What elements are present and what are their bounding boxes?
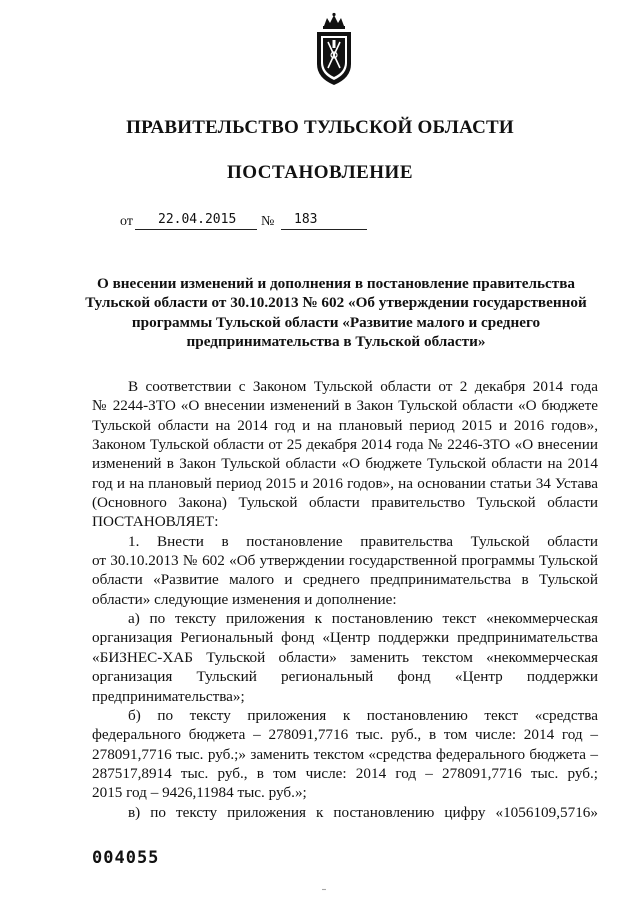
scan-mark bbox=[322, 888, 326, 891]
body-line: № 2244-ЗТО «О внесении изменений в Закон Тульской области «О бюджете bbox=[92, 397, 598, 415]
body-line: (Основного Закона) Тульской области правительство Тульской области bbox=[92, 494, 598, 512]
body-line: от 30.10.2013 № 602 «Об утверждении государственной программы Тульской bbox=[92, 552, 598, 570]
document-number: 183 bbox=[294, 212, 318, 227]
body-line: области «Развитие малого и среднего предпринимательства в Тульской bbox=[92, 571, 598, 589]
body-line: 278091,7716 тыс. руб.;» заменить текстом «средства федерального бюджета – bbox=[92, 745, 598, 763]
body-line: Законом Тульской области от 25 декабря 2014 года № 2246-ЗТО «О внесении bbox=[92, 436, 598, 454]
body-line: Тульской области на 2014 год и на плановый период 2015 и 2016 годов», bbox=[92, 416, 598, 434]
document-date: 22.04.2015 bbox=[158, 212, 237, 227]
date-underline bbox=[135, 229, 257, 230]
body-line: организация Тульский региональный фонд «Центр поддержки bbox=[92, 668, 598, 686]
subject-line: Тульской области от 30.10.2013 № 602 «Об утверждении государственной bbox=[85, 294, 587, 312]
number-underline bbox=[281, 229, 367, 230]
body-line: год и на плановый период 2015 и 2016 годов», на основании статьи 34 Устава bbox=[92, 474, 598, 492]
body-line: 1. Внести в постановление правительства Тульской области bbox=[128, 532, 598, 550]
body-line: 287517,8914 тыс. руб., в том числе: 2014 год – 278091,7716 тыс. руб.; bbox=[92, 764, 598, 782]
government-title: ПРАВИТЕЛЬСТВО ТУЛЬСКОЙ ОБЛАСТИ bbox=[126, 117, 514, 138]
body-line: 2015 год – 9426,11984 тыс. руб.»; bbox=[92, 784, 307, 802]
body-line: федерального бюджета – 278091,7716 тыс. руб., в том числе: 2014 год – bbox=[92, 726, 598, 744]
body-line: изменений в Закон Тульской области «О бюджете Тульской области на 2014 bbox=[92, 455, 598, 473]
body-line: ПОСТАНОВЛЯЕТ: bbox=[92, 513, 219, 531]
coat-of-arms-icon bbox=[311, 12, 357, 88]
body-line: организация Региональный фонд «Центр поддержки предпринимательства bbox=[92, 629, 598, 647]
document-type: ПОСТАНОВЛЕНИЕ bbox=[226, 162, 414, 183]
date-label: от bbox=[120, 214, 133, 229]
body-line: б) по тексту приложения к постановлению текст «средства bbox=[128, 706, 598, 724]
body-line: предпринимательства»; bbox=[92, 687, 245, 705]
subject-line: О внесении изменений и дополнения в постановление правительства bbox=[96, 275, 576, 292]
subject-line: предпринимательства в Тульской области» bbox=[186, 333, 486, 351]
body-line: а) по тексту приложения к постановлению текст «некоммерческая bbox=[128, 610, 598, 628]
body-line: области» следующие изменения и дополнение: bbox=[92, 590, 397, 608]
body-line: «БИЗНЕС-ХАБ Тульской области» заменить текстом «некоммерческая bbox=[92, 648, 598, 666]
body-line: В соответствии с Законом Тульской области от 2 декабря 2014 года bbox=[128, 378, 598, 395]
document-subject bbox=[72, 274, 600, 352]
number-label: № bbox=[261, 214, 275, 229]
document-body bbox=[92, 377, 598, 822]
serial-number: 004055 bbox=[92, 848, 160, 868]
subject-line: программы Тульской области «Развитие малого и среднего bbox=[131, 313, 541, 331]
body-line: в) по тексту приложения к постановлению цифру «1056109,5716» bbox=[128, 803, 598, 821]
